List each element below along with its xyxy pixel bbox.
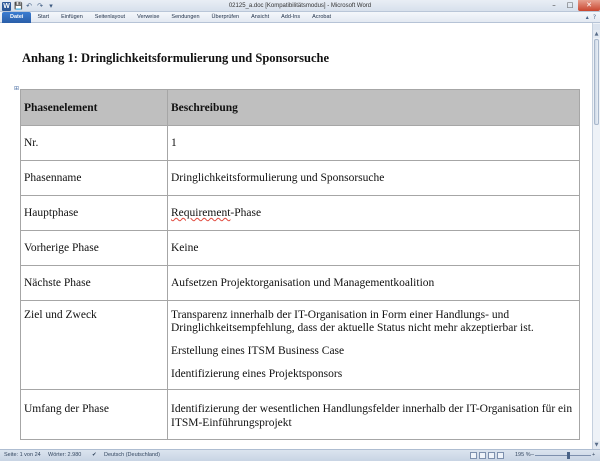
row-label: Ziel und Zweck bbox=[21, 301, 168, 390]
row-value: 1 bbox=[168, 126, 580, 161]
row-label: Umfang der Phase bbox=[21, 390, 168, 440]
web-layout-view-icon[interactable] bbox=[488, 452, 495, 459]
row-value: Aufsetzen Projektorganisation und Managementkoalition bbox=[168, 266, 580, 301]
print-layout-view-icon[interactable] bbox=[470, 452, 477, 459]
maximize-button[interactable]: □ bbox=[566, 1, 574, 9]
tab-ueberpruefen[interactable]: Überprüfen bbox=[211, 13, 240, 20]
status-bar bbox=[0, 449, 600, 461]
tab-add-ins[interactable]: Add-Ins bbox=[281, 13, 301, 20]
zoom-in-button[interactable]: + bbox=[592, 452, 596, 458]
window-title: 02125_a.doc [Kompatibilitätsmodus] - Microsoft Word bbox=[228, 3, 372, 9]
zoom-level[interactable]: 195 % bbox=[515, 452, 531, 458]
save-icon[interactable]: 💾 bbox=[14, 2, 23, 10]
tab-datei[interactable]: Datei bbox=[2, 12, 31, 23]
scroll-up-icon[interactable]: ▲ bbox=[594, 31, 599, 37]
zoom-slider-knob[interactable] bbox=[567, 452, 570, 459]
proofing-icon[interactable]: ✔ bbox=[92, 452, 97, 458]
document-area[interactable] bbox=[0, 23, 592, 449]
zoom-out-button[interactable]: – bbox=[531, 452, 535, 458]
customize-qat-icon[interactable]: ▾ bbox=[49, 2, 53, 10]
row-label: Phasenname bbox=[21, 161, 168, 196]
header-phasenelement: Phasenelement bbox=[21, 90, 168, 126]
row-value-suffix: -Phase bbox=[230, 207, 262, 219]
outline-view-icon[interactable] bbox=[497, 452, 504, 459]
scroll-down-icon[interactable]: ▼ bbox=[594, 442, 599, 448]
row-paragraph: Erstellung eines ITSM Business Case bbox=[171, 345, 345, 357]
table-row bbox=[21, 126, 580, 161]
undo-icon[interactable]: ↶ bbox=[26, 2, 32, 10]
word-count[interactable]: Wörter: 2.980 bbox=[48, 452, 82, 458]
vertical-scrollbar[interactable] bbox=[592, 23, 600, 449]
minimize-ribbon-icon[interactable]: ▴ bbox=[585, 14, 589, 21]
word-app-icon[interactable]: W bbox=[3, 2, 10, 10]
ribbon-right-icons bbox=[586, 12, 596, 23]
scroll-thumb[interactable] bbox=[594, 39, 599, 125]
tab-seitenlayout[interactable]: Seitenlayout bbox=[94, 13, 126, 20]
table-row bbox=[21, 301, 580, 390]
redo-icon[interactable]: ↷ bbox=[37, 2, 43, 10]
row-label: Nächste Phase bbox=[21, 266, 168, 301]
language-status[interactable]: Deutsch (Deutschland) bbox=[104, 452, 160, 458]
document-heading: Anhang 1: Dringlichkeitsformulierung und Sponsorsuche bbox=[22, 51, 330, 65]
row-label: Vorherige Phase bbox=[21, 231, 168, 266]
row-value: Keine bbox=[168, 231, 580, 266]
tab-verweise[interactable]: Verweise bbox=[137, 13, 160, 20]
tab-acrobat[interactable]: Acrobat bbox=[312, 13, 332, 20]
title-bar bbox=[0, 0, 600, 12]
phase-table bbox=[20, 89, 580, 440]
table-row bbox=[21, 266, 580, 301]
row-label: Hauptphase bbox=[21, 196, 168, 231]
zoom-slider[interactable] bbox=[535, 455, 591, 456]
row-value bbox=[168, 196, 580, 231]
row-value: Dringlichkeitsformulierung und Sponsorsuche bbox=[168, 161, 580, 196]
table-move-handle-icon[interactable]: ⊞ bbox=[14, 85, 20, 92]
row-paragraph: Identifizierung eines Projektsponsors bbox=[171, 368, 343, 380]
document-page[interactable] bbox=[0, 23, 592, 449]
header-beschreibung: Beschreibung bbox=[168, 90, 580, 126]
ribbon-tabs bbox=[0, 12, 600, 23]
table-row bbox=[21, 196, 580, 231]
full-screen-view-icon[interactable] bbox=[479, 452, 486, 459]
row-value: Identifizierung der wesentlichen Handlungsfelder innerhalb der IT-Organisation für ein ITSM-Einführungsprojekt bbox=[168, 390, 580, 440]
row-label: Nr. bbox=[21, 126, 168, 161]
table-header-row bbox=[21, 90, 580, 126]
view-buttons bbox=[470, 452, 504, 459]
table-row bbox=[21, 161, 580, 196]
table-row bbox=[21, 390, 580, 440]
tab-start[interactable]: Start bbox=[37, 13, 50, 20]
table-row bbox=[21, 231, 580, 266]
minimize-button[interactable]: – bbox=[552, 1, 556, 9]
window-controls bbox=[546, 0, 600, 11]
close-button[interactable]: ✕ bbox=[578, 0, 600, 11]
help-icon[interactable]: ? bbox=[592, 14, 596, 21]
page-count[interactable]: Seite: 1 von 24 bbox=[4, 452, 41, 458]
tab-einfuegen[interactable]: Einfügen bbox=[61, 13, 83, 20]
spelling-flagged-word[interactable]: Requirement bbox=[171, 207, 231, 219]
row-paragraph: Transparenz innerhalb der IT-Organisation in Form einer Handlungs- und Dringlichkeitsempfehlung, dass der aktuelle Status nicht mehr akzeptierbar ist. bbox=[171, 309, 534, 334]
row-value bbox=[168, 301, 580, 390]
tab-ansicht[interactable]: Ansicht bbox=[251, 13, 270, 20]
tab-sendungen[interactable]: Sendungen bbox=[171, 13, 200, 20]
